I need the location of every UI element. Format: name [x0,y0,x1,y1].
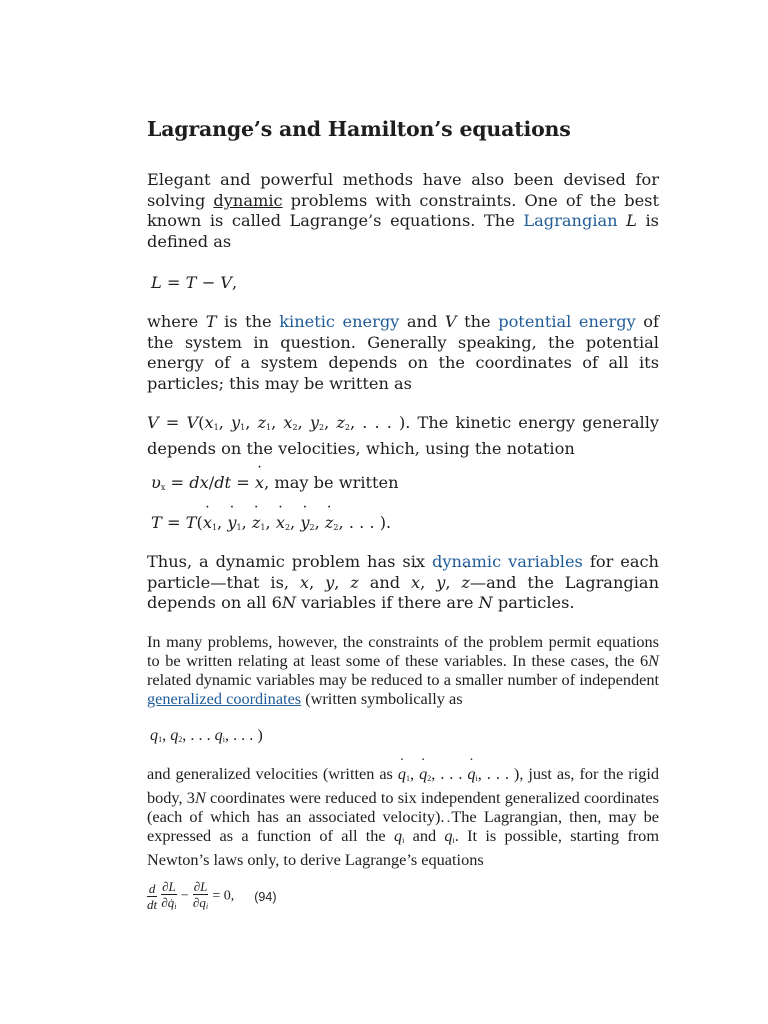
link-dynamic-variables[interactable]: dynamic variables [431,552,583,571]
link-generalized-coordinates[interactable]: generalized coordinates [147,689,302,708]
link-kinetic-energy[interactable]: kinetic energy [279,312,400,331]
link-lagrangian[interactable]: Lagrangian [523,211,618,231]
equation-94: $\frac{d}{dt}$ $\frac{\partial L}{\partial q̇_i}$ − $\frac{\partial L}{\partial q_i}$ = 0, (94) [147,879,277,912]
equation-generalized-coordinates: $q_1$, $q_2$, . . . $q_i$, . . . ) [150,726,263,744]
equation-lagrangian-definition: L = T − V, [151,273,238,292]
paragraph-generalized-coordinates: In many problems, however, the constraints of the problem permit equations to be written relating at least some of these variables. In these cases, the 6N related dynamic variables may be reduced to a smaller number of independent generalized coordinates (written symbolically as [147,632,659,708]
section-heading: Lagrange’s and Hamilton’s equations [147,117,571,141]
fraction-d-dt: $\frac{d}{dt}$ [147,881,158,912]
equation-number: (94) [254,889,277,904]
paragraph-energies: where T is the kinetic energy and V the potential energy of the system in question. Generally speaking, the potential energy of a system depends on the coordinates of all its particles; this may be written as [147,312,660,394]
link-potential-energy[interactable]: potential energy [498,312,636,331]
paragraph-generalized-velocities: and generalized velocities (written as q $˙_1$, q $˙_2$, . . . q $˙_i$, . . . ), just as, for the rigid body, 3N coordinates were reduced to six independent generalized coordinates (each of which has an associated velocity). The Lagrangian, then, may be expressed as a function of all the $q_i$ and q $˙_i$. It is possible, starting from Newton’s laws only, to derive Lagrange’s equations [147,764,659,869]
equation-velocity-notation: $\upsilon_x = dx/dt = x$ ˙, may be written [151,473,399,492]
fraction-dL-dqdot: $\frac{\partial L}{\partial q̇_i}$ [161,879,177,911]
paragraph-dynamic-variables: Thus, a dynamic problem has six dynamic variables for each particle—that is, x, y, z and x ˙, y ˙, z ˙—and the Lagrangian depends on all 6N variables if there are N particles. [147,552,659,614]
paragraph-potential-formula: $V = V(x_1$, $y_1$, $z_1$, $x_2$, $y_2$, $z_2$, . . . ). The kinetic energy generally depends on the velocities, which, using the notation [147,413,660,458]
link-dynamic[interactable]: dynamic [213,190,283,210]
paragraph-intro: Elegant and powerful methods have also been devised for solving dynamic problems with constraints. One of the best known is called Lagrange’s equations. The Lagrangian L is defined as [147,170,659,252]
equation-kinetic-energy: T = T(x $˙_1$, y $˙_1$, z $˙_1$, x $˙_2$, y $˙_2$, z $˙_2$, . . . ). [151,513,391,532]
fraction-dL-dq: $\frac{\partial L}{\partial q_i}$ [192,879,209,911]
